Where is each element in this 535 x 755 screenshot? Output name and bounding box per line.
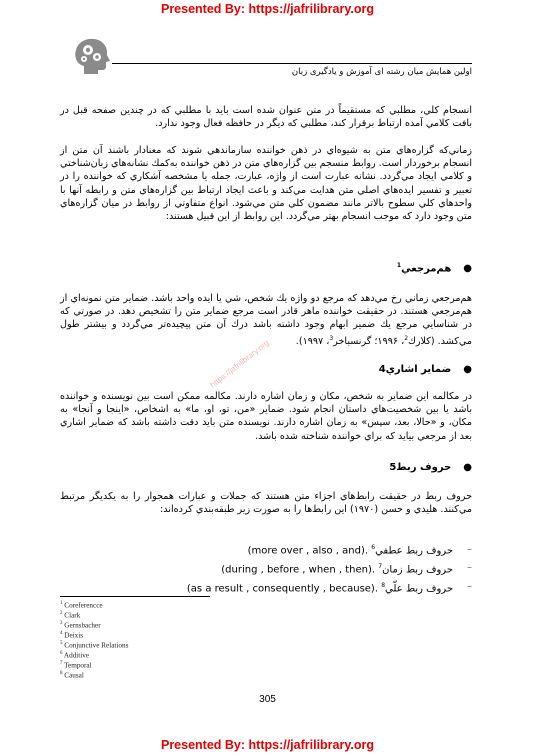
footnote: $^8$ Causal — [60, 670, 84, 680]
page-number: 305 — [259, 694, 276, 705]
footnote: $^2$ Clark — [60, 610, 81, 620]
footnote-rule — [60, 596, 210, 597]
section-heading-coreference — [397, 262, 472, 274]
footnote-ref: 3 — [329, 334, 334, 342]
list-item-examples: (as a result , consequently , because). — [186, 582, 379, 594]
paragraph-1: انسجام كلي، مطلبي كه مستقيماً در متن عنوان شده است بايد با مطلبي كه در چندين صفحه قبل در بافت كلامي آمده ارتباط برقرار كند، مطلبي كه ديگر در حافظه فعال وجود ندارد. — [60, 105, 472, 130]
footnote-ref: 8 — [381, 581, 386, 589]
section-heading-deixis — [379, 364, 472, 375]
footnotes — [60, 600, 128, 680]
footnote: $^7$ Temporal — [60, 660, 92, 670]
footnote-ref: 2 — [404, 334, 409, 342]
paragraph-5: حروف ربط در حقيقت رابط‌هاي اجزاء متن هستند كه جملات و عبارات همجوار را به يكديگر مرتبط مي‌كنند. هليدي و حسن (۱۹۷۰) اين رابط‌ها را به صورت زير طبقه‌بندي كرده‌اند: — [60, 491, 472, 516]
footnote: $^1$ Coreferencce — [60, 601, 103, 610]
bullet-icon: ● — [463, 364, 472, 375]
header-rule — [112, 63, 472, 64]
footnote-ref: 5 — [389, 462, 397, 473]
footnote-ref: 6 — [371, 544, 376, 551]
list-item — [187, 578, 472, 597]
list-item — [187, 540, 472, 559]
paragraph-3-text: هم‌مرجعي زماني رخ مي‌دهد كه مرجع دو واژه يك شخص، شي يا ايده واحد باشد. ضماير متن نمونه‌اي از هم‌مرجعي هستند. در حقيقت خواننده ماهر قادر است مرجع ضماير متن را تشخيص دهد. در صورتي كه در شناسايي مرجع يك ضمير ابهام وجود داشته باشد درك آن متن پيچيده‌تر مي‌گردد و بيشتر طول مي‌كشد. (كلارك — [60, 293, 472, 347]
footnote: $^6$ Additive — [60, 650, 90, 660]
bullet-icon: ● — [463, 262, 472, 274]
footnote: $^3$ Gernsbacher — [60, 620, 101, 630]
watermark: https://jafrilibrary.org — [208, 338, 271, 390]
list-item-label: حروف ربط زمان — [382, 564, 453, 576]
section-title: ضماير اشاري — [385, 364, 452, 375]
footnote-ref: 1 — [396, 262, 402, 269]
conference-title: اولين همايش ميان رشته اى آموزش و يادگيرى زبان — [291, 67, 472, 77]
list-item — [187, 559, 472, 578]
dash-icon: – — [467, 581, 472, 593]
list-item-examples: (more over , also , and). — [247, 545, 369, 557]
conjunction-list — [187, 540, 472, 596]
paragraph-2: زماني‌كه گزاره‌هاي متن به شيوه‌اي در ذهن خواننده سازماندهي شوند كه معنادار باشند آن متن از انسجام برخوردار است. روابط منسجم بين گزاره‌هاي متن در ذهن خواننده به‌كمك نشانه‌هاي زبان‌شناختي و كلامي ايجاد مي‌گردد. نشانه عبارت است از واژه، عبارت، جمله يا مشخصه آشكاري كه خواننده را در تعبير و تفسير ايده‌هاي اصلي متن هدايت مي‌كند و باعث ايجاد ارتباط بين گزاره‌هاي متن و رابطه آنها با واحدهاي كلي سطوح بالاتر مانند مضمون كلي متن مي‌شود. انواع متفاوتي از روابط در ميان گزاره‌هاي متن وجود دارد كه موجب انسجام بهتر مي‌گردد. اين روابط از اين قبيل هستند: — [60, 145, 472, 223]
dash-icon: – — [467, 562, 472, 574]
section-title: هم‌مرجعي — [401, 263, 452, 275]
paragraph-3-mid: ، ۱۹۹۶؛ گرنسباخر — [333, 335, 405, 347]
list-item-label: حروف ربط علّي — [385, 582, 453, 594]
paragraph-3-end: ، ۱۹۹۷). — [295, 335, 330, 347]
bottom-banner: Presented By: https://jafrilibrary.org — [160, 738, 374, 752]
top-banner: Presented By: https://jafrilibrary.org — [160, 2, 374, 16]
list-item-examples: (during , before , when , then). — [221, 564, 376, 576]
section-title: حروف ربط — [396, 462, 452, 473]
footnote-ref: 4 — [378, 364, 386, 375]
head-gears-icon — [70, 36, 112, 76]
section-heading-conjunctions — [389, 462, 472, 473]
footnote: $^5$ Conjunctive Relations — [60, 640, 129, 650]
footnote-ref: 7 — [378, 562, 383, 570]
footnote: $^4$ Deixis — [60, 630, 84, 640]
paragraph-4: در مكالمه اين ضماير به شخص، مكان و زمان اشاره دارند. مكالمه ممكن است بين نويسنده و خواننده باشد يا بين شخصيت‌هاي داستان انجام شود. ضماير «من، تو، او، ما» به اشخاص، «اينجا و آنجا» به مكان، و «حالا، بعد، سپس» به زمان اشاره دارند. نويسنده متن بايد دقت داشته باشد كه ضماير اشاري بعد از مرجعي بيايد كه براي خواننده شناخته شده باشد. — [60, 391, 472, 442]
list-item-label: حروف ربط عطفي — [375, 545, 453, 557]
bullet-icon: ● — [463, 462, 472, 473]
dash-icon: – — [467, 543, 472, 555]
